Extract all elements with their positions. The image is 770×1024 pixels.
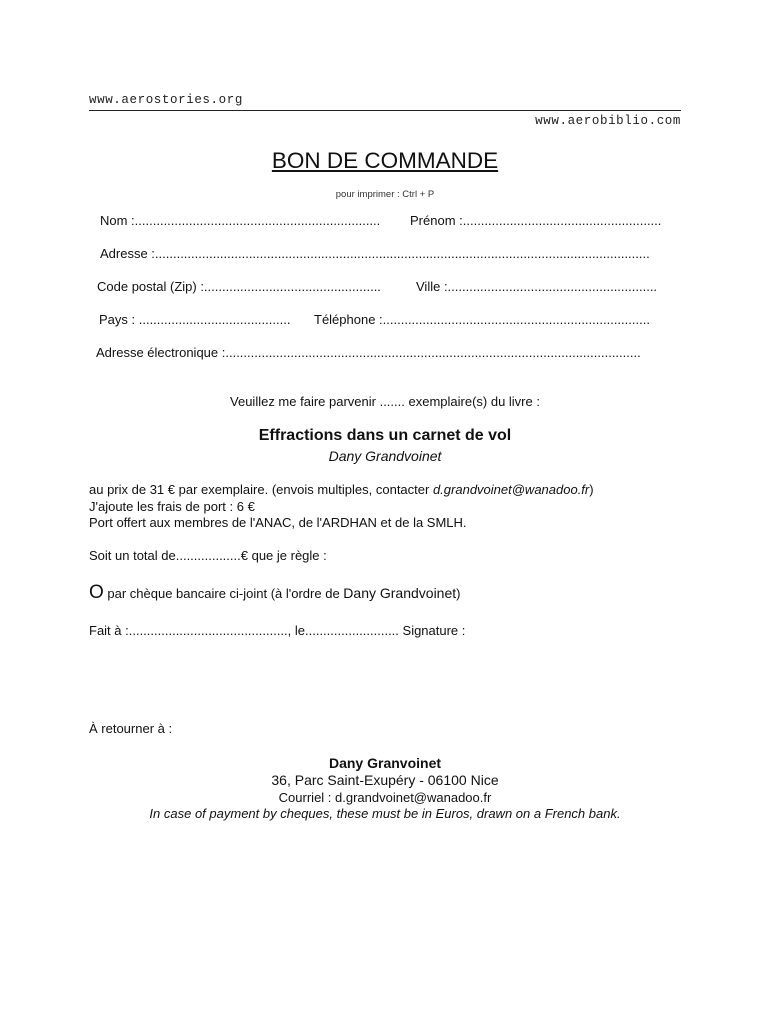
field-adresse[interactable]: Adresse :.........................................................................................................................................: [100, 246, 650, 261]
field-ville[interactable]: Ville :..........................................................: [416, 279, 658, 294]
payment-radio[interactable]: O: [89, 582, 104, 603]
return-name: Dany Granvoinet: [328, 755, 442, 771]
payment-suffix: ): [456, 586, 461, 601]
price-suffix: ): [589, 482, 594, 497]
field-prenom[interactable]: Prénom :.......................................................: [410, 213, 662, 228]
field-code-postal[interactable]: Code postal (Zip) :.................................................: [97, 279, 381, 294]
header-divider: [89, 110, 681, 111]
return-email: Courriel : d.grandvoinet@wanadoo.fr: [278, 790, 492, 805]
return-address: 36, Parc Saint-Exupéry - 06100 Nice: [271, 772, 499, 788]
payment-payee: Dany Grandvoinet: [343, 585, 457, 601]
field-pays[interactable]: Pays : ..........................................: [99, 312, 291, 327]
price-text: au prix de 31 € par exemplaire. (envois multiples, contacter: [89, 482, 433, 497]
price-line: [89, 482, 594, 497]
total-line[interactable]: Soit un total de..................€ que je règle :: [89, 548, 327, 563]
field-email[interactable]: Adresse électronique :...................................................................................................................: [96, 345, 641, 360]
payment-note: In case of payment by cheques, these must be in Euros, drawn on a French bank.: [149, 806, 621, 821]
shipping-line: J'ajoute les frais de port : 6 €: [89, 499, 255, 514]
payment-text: par chèque bancaire ci-joint (à l'ordre de: [103, 586, 344, 601]
free-shipping-line: Port offert aux membres de l'ANAC, de l'ARDHAN et de la SMLH.: [89, 515, 467, 530]
request-line: Veuillez me faire parvenir ....... exemplaire(s) du livre :: [230, 394, 540, 409]
contact-email[interactable]: d.grandvoinet@wanadoo.fr: [432, 482, 590, 497]
signature-line[interactable]: Fait à :............................................, le.......................... Signature :: [89, 623, 466, 638]
print-hint: pour imprimer : Ctrl + P: [335, 189, 435, 200]
return-label: À retourner à :: [89, 721, 173, 736]
book-author: Dany Grandvoinet: [328, 448, 442, 464]
site-link-aerostories[interactable]: www.aerostories.org: [89, 93, 243, 107]
field-nom[interactable]: Nom :....................................................................: [100, 213, 381, 228]
page-title: BON DE COMMANDE: [271, 148, 499, 173]
field-telephone[interactable]: Téléphone :..........................................................................: [314, 312, 650, 327]
site-link-aerobiblio[interactable]: www.aerobiblio.com: [535, 114, 681, 128]
book-title: Effractions dans un carnet de vol: [258, 427, 512, 444]
payment-option[interactable]: [89, 582, 460, 604]
